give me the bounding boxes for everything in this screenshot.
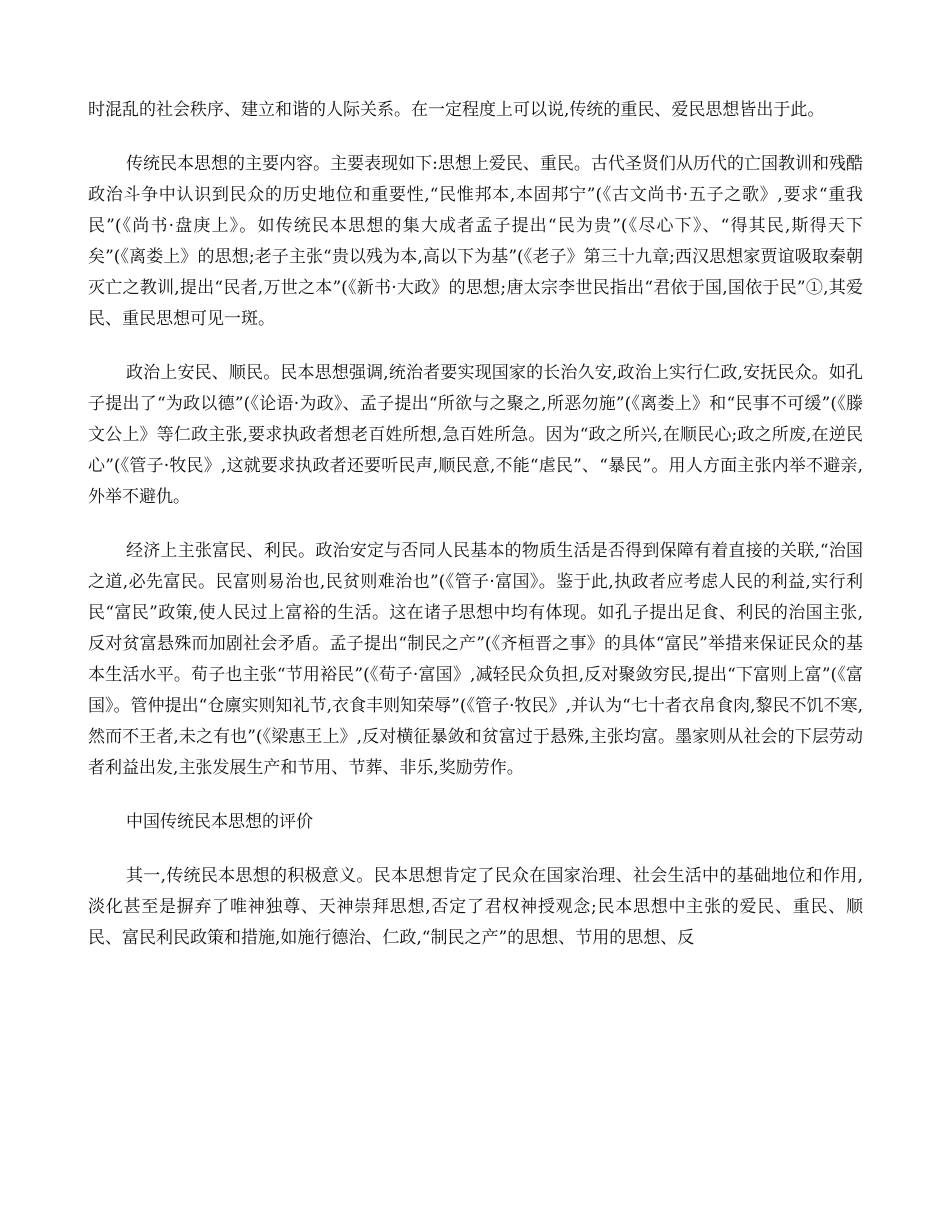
section-heading: 中国传统民本思想的评价 — [126, 812, 313, 832]
document-page — [88, 95, 863, 977]
paragraph-political: 政治上安民、顺民。民本思想强调,统治者要实现国家的长治久安,政治上实行仁政,安抚民众。如孔子提出了“为政以德”(《论语·为政》、孟子提出“所欲与之聚之,所恶勿施”(《离娄上》和“民事不可缓”(《滕文公上》等仁政主张,要求执政者想老百姓所想,急百姓所急。因为“政之所兴,在顺民心;政之所废,在逆民心”(《管子·牧民》,这就要求执政者还要听民声,顺民意,不能“虐民”、“暴民”。用人方面主张内举不避亲,外举不避仇。 — [88, 363, 863, 507]
paragraph-content-overview: 传统民本思想的主要内容。主要表现如下:思想上爱民、重民。古代圣贤们从历代的亡国教训和残酷政治斗争中认识到民众的历史地位和重要性,“民惟邦本,本固邦宁”(《古文尚书·五子之歌》,要求“重我民”(《尚书·盘庚上》。如传统民本思想的集大成者孟子提出“民为贵”(《尽心下》、“得其民,斯得天下矣”(《离娄上》的思想;老子主张“贵以残为本,高以下为基”(《老子》第三十九章;西汉思想家贾谊吸取秦朝灭亡之教训,提出“民者,万世之本”(《新书·大政》的思想;唐太宗李世民指出“君依于国,国依于民”①,其爱民、重民思想可见一斑。 — [88, 154, 863, 329]
paragraph-evaluation: 其一,传统民本思想的积极意义。民本思想肯定了民众在国家治理、社会生活中的基础地位和作用,淡化甚至是摒弃了唯神独尊、天神崇拜思想,否定了君权神授观念;民本思想中主张的爱民、重民、顺民、富民利民政策和措施,如施行德治、仁政,“制民之产”的思想、节用的思想、反 — [88, 866, 863, 948]
paragraph-economic: 经济上主张富民、利民。政治安定与否同人民基本的物质生活是否得到保障有着直接的关联,“治国之道,必先富民。民富则易治也,民贫则难治也”(《管子·富国》。鉴于此,执政者应考虑人民的利益,实行利民“富民”政策,使人民过上富裕的生活。这在诸子思想中均有体现。如孔子提出足食、利民的治国主张,反对贫富悬殊而加剧社会矛盾。孟子提出“制民之产”(《齐桓晋之事》的具体“富民”举措来保证民众的基本生活水平。荀子也主张“节用裕民”(《荀子·富国》,减轻民众负担,反对聚敛穷民,提出“下富则上富”(《富国》。管仲提出“仓廪实则知礼节,衣食丰则知荣辱”(《管子·牧民》,并认为“七十者衣帛食肉,黎民不饥不寒,然而不王者,未之有也”(《梁惠王上》,反对横征暴敛和贫富过于悬殊,主张均富。墨家则从社会的下层劳动者利益出发,主张发展生产和节用、节葬、非乐,奖励劳作。 — [88, 541, 863, 778]
paragraph-continuation: 时混乱的社会秩序、建立和谐的人际关系。在一定程度上可以说,传统的重民、爱民思想皆出于此。 — [88, 100, 825, 120]
